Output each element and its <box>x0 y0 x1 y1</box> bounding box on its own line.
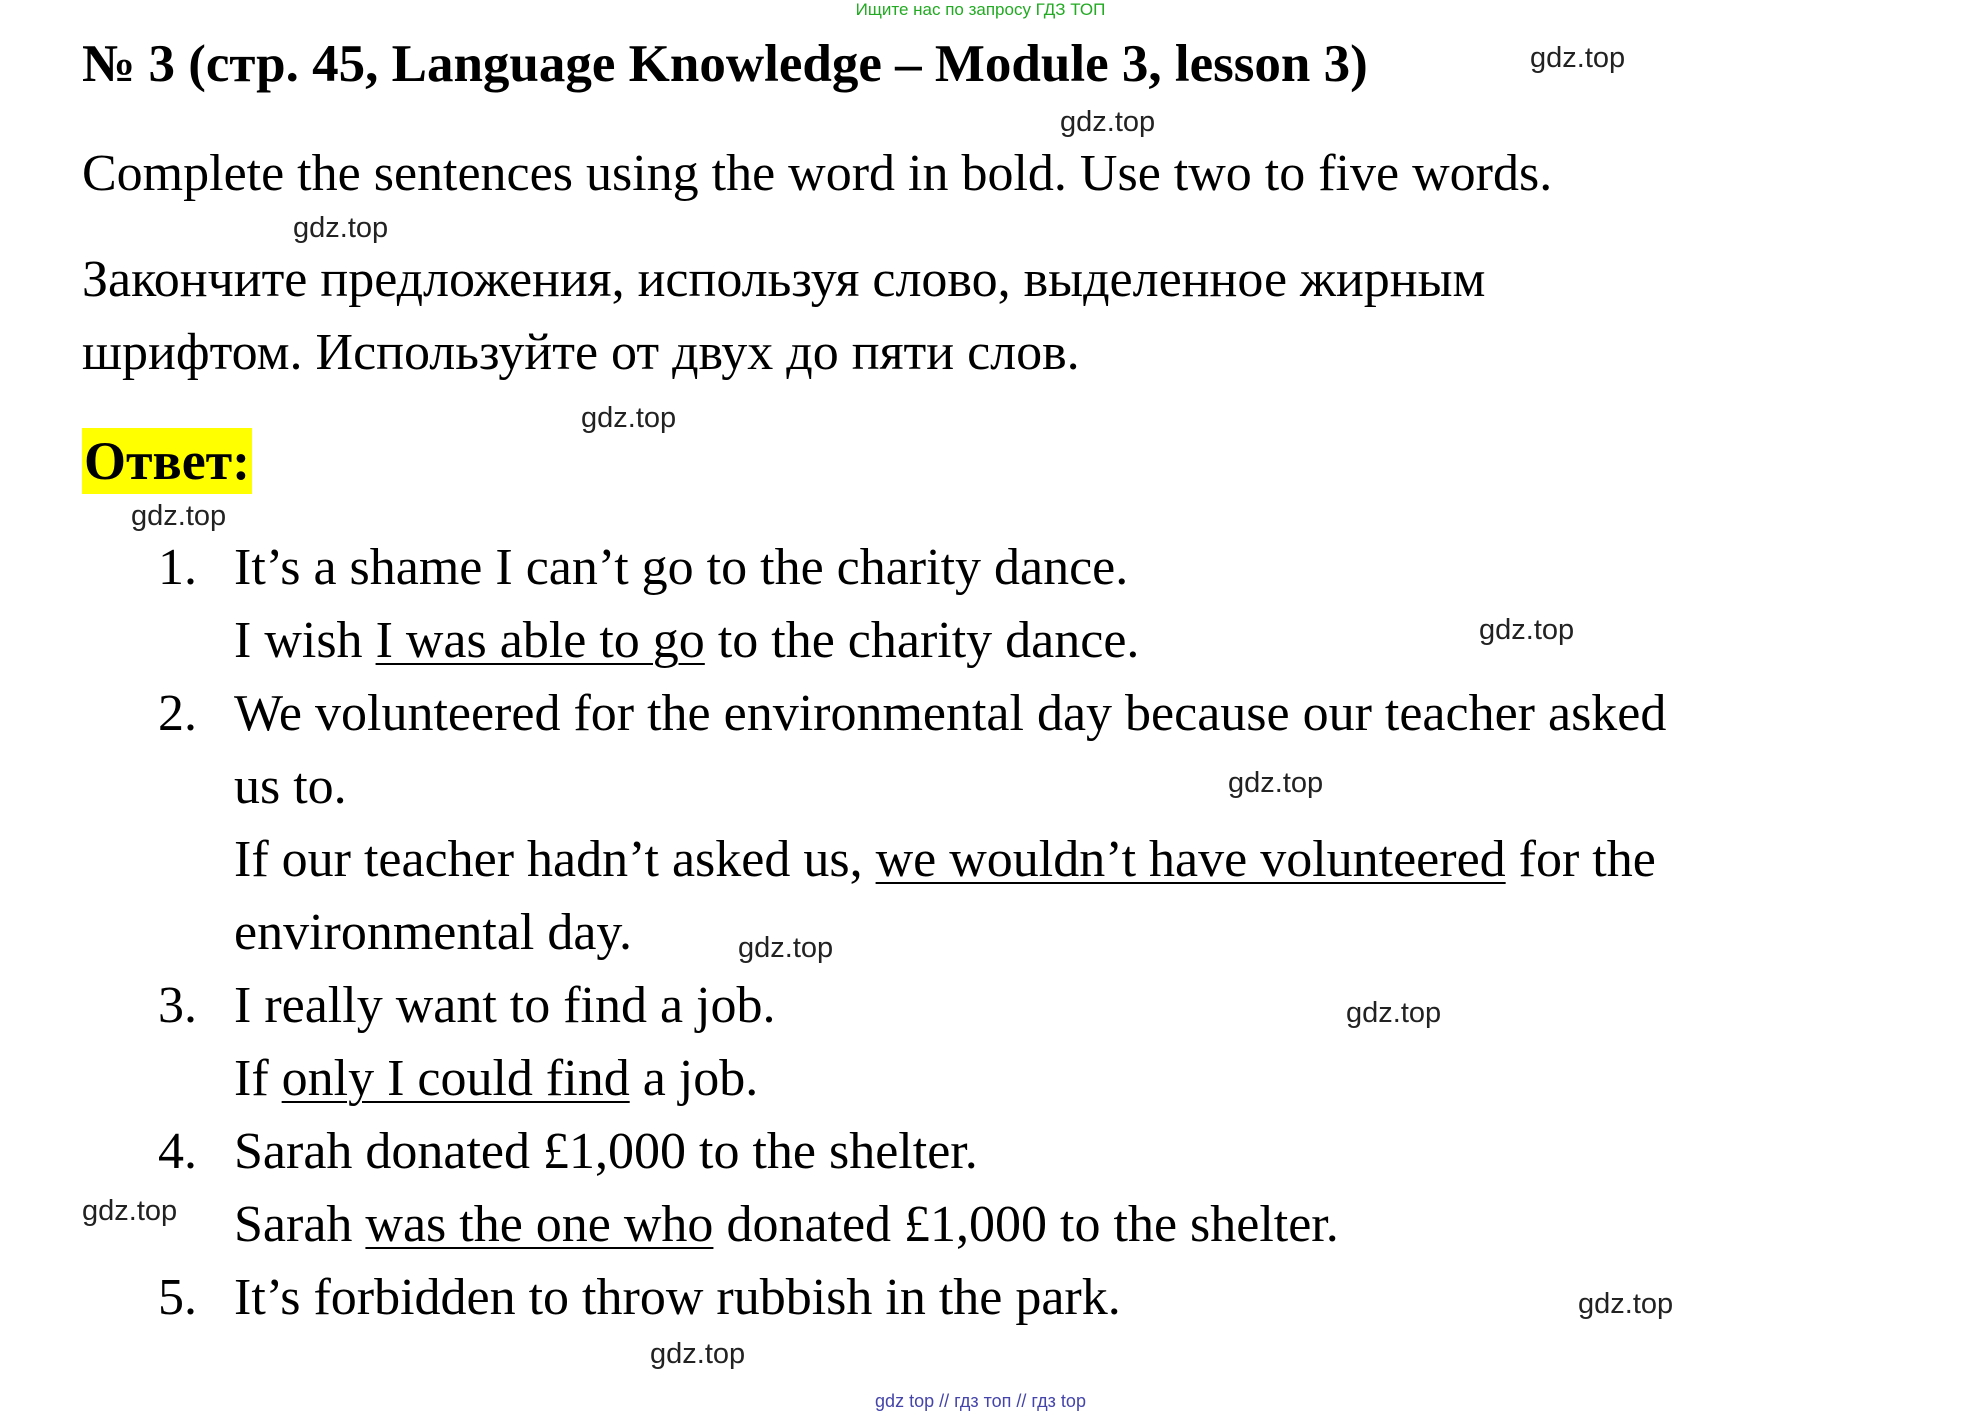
answer-text: for the <box>1505 831 1656 888</box>
watermark: gdz.top <box>650 1338 746 1370</box>
instruction-english: Complete the sentences using the word in bold. Use two to five words. <box>82 145 1553 202</box>
item-2-original-line-2: us to. <box>234 758 347 815</box>
item-number: 1. <box>158 539 197 596</box>
watermark: gdz.top <box>1578 1288 1674 1320</box>
answer-text: Sarah <box>234 1196 366 1253</box>
watermark: gdz.top <box>1060 106 1156 138</box>
instruction-russian-line-1: Закончите предложения, используя слово, выделенное жирным <box>82 251 1486 308</box>
answer-underlined: only I could find <box>281 1050 630 1107</box>
answer-underlined: I was able to go <box>375 612 705 669</box>
answer-text: to the charity dance. <box>704 612 1140 669</box>
answer-underlined: we wouldn’t have volunteered <box>875 831 1506 888</box>
item-4-original: Sarah donated £1,000 to the shelter. <box>234 1123 978 1180</box>
item-1-original: It’s a shame I can’t go to the charity dance. <box>234 539 1129 596</box>
watermark: gdz.top <box>131 500 227 532</box>
watermark: gdz.top <box>82 1195 178 1227</box>
answer-text: donated £1,000 to the shelter. <box>713 1196 1339 1253</box>
page-title: № 3 (стр. 45, Language Knowledge – Module 3, lesson 3) <box>82 35 1368 93</box>
answer-text: I wish <box>234 612 376 669</box>
top-banner: Ищите нас по запросу ГДЗ ТОП <box>855 0 1106 19</box>
answer-underlined: was the one who <box>365 1196 714 1253</box>
watermark: gdz.top <box>1228 767 1324 799</box>
answer-text: If <box>234 1050 282 1107</box>
item-number: 5. <box>158 1269 197 1326</box>
instruction-russian-line-2: шрифтом. Используйте от двух до пяти слов. <box>82 324 1080 381</box>
watermark: gdz.top <box>1346 997 1442 1029</box>
answer-text: a job. <box>629 1050 759 1107</box>
answer-text: If our teacher hadn’t asked us, <box>234 831 876 888</box>
item-4-answer <box>234 1195 1339 1254</box>
footer-links: gdz top // гдз топ // гдз top <box>875 1391 1086 1411</box>
answer-label: Ответ: <box>82 428 252 494</box>
watermark: gdz.top <box>738 932 834 964</box>
item-3-answer <box>234 1049 758 1108</box>
item-1-answer <box>234 611 1139 670</box>
item-2-answer-line-2: environmental day. <box>234 904 633 961</box>
item-3-original: I really want to find a job. <box>234 977 776 1034</box>
watermark: gdz.top <box>1530 42 1626 74</box>
item-5-original: It’s forbidden to throw rubbish in the park. <box>234 1269 1121 1326</box>
watermark: gdz.top <box>581 402 677 434</box>
item-number: 4. <box>158 1123 197 1180</box>
item-2-answer <box>234 830 1656 889</box>
item-number: 2. <box>158 685 197 742</box>
item-number: 3. <box>158 977 197 1034</box>
watermark: gdz.top <box>293 212 389 244</box>
item-2-original-line-1: We volunteered for the environmental day because our teacher asked <box>234 685 1667 742</box>
watermark: gdz.top <box>1479 614 1575 646</box>
